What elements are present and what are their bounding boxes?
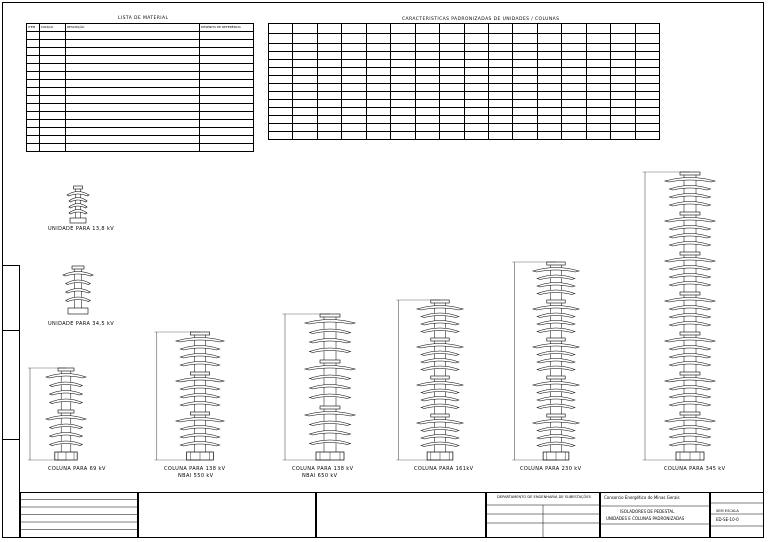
material-list-header-cell: DESENHO DE REFERÊNCIA: [200, 24, 254, 32]
material-list-header-cell: CODIGO: [39, 24, 65, 32]
material-list-header-cell: ITEM: [27, 24, 40, 32]
department-name: DEPARTAMENTO DE ENGENHARIA DE SUBESTAÇÕES: [497, 495, 591, 499]
material-list-title: LISTA DE MATERIAL: [118, 16, 169, 21]
caption-column-138kv-nbai: NBAI 550 kV: [178, 473, 214, 479]
company-name: Consorcio Energético do Minas Gerais: [604, 495, 680, 500]
scale-value: SEM ESCALA: [716, 509, 739, 513]
drawing-title-1: ISOLADORES DE PEDESTAL: [620, 509, 675, 514]
drawing-title-2: UNIDADES E COLUNAS PADRONIZADAS: [606, 516, 685, 521]
caption-column-138kv: COLUNA PARA 138 kV: [164, 466, 226, 472]
caption-column-345kv: COLUNA PARA 345 kV: [664, 466, 726, 472]
caption-column-230kv: COLUNA PARA 230 kV: [520, 466, 582, 472]
characteristics-title: CARACTERISTICAS PADRONIZADAS DE UNIDADES / COLUNAS: [402, 17, 560, 22]
caption-column-69kv: COLUNA PARA 69 kV: [48, 466, 106, 472]
caption-unit-13-8kv: UNIDADE PARA 13,8 kV: [48, 226, 115, 232]
caption-unit-34-5kv: UNIDADE PARA 34,5 kV: [48, 321, 115, 327]
caption-column-138kv-b-nbai: NBAI 650 kV: [302, 473, 338, 479]
caption-column-138kv-b: COLUNA PARA 138 kV: [292, 466, 354, 472]
material-list-header-cell: DESCRIÇÃO: [65, 24, 199, 32]
caption-column-161kv: COLUNA PARA 161kV: [414, 466, 474, 472]
drawing-number: ED-SE-10-0: [716, 517, 739, 522]
